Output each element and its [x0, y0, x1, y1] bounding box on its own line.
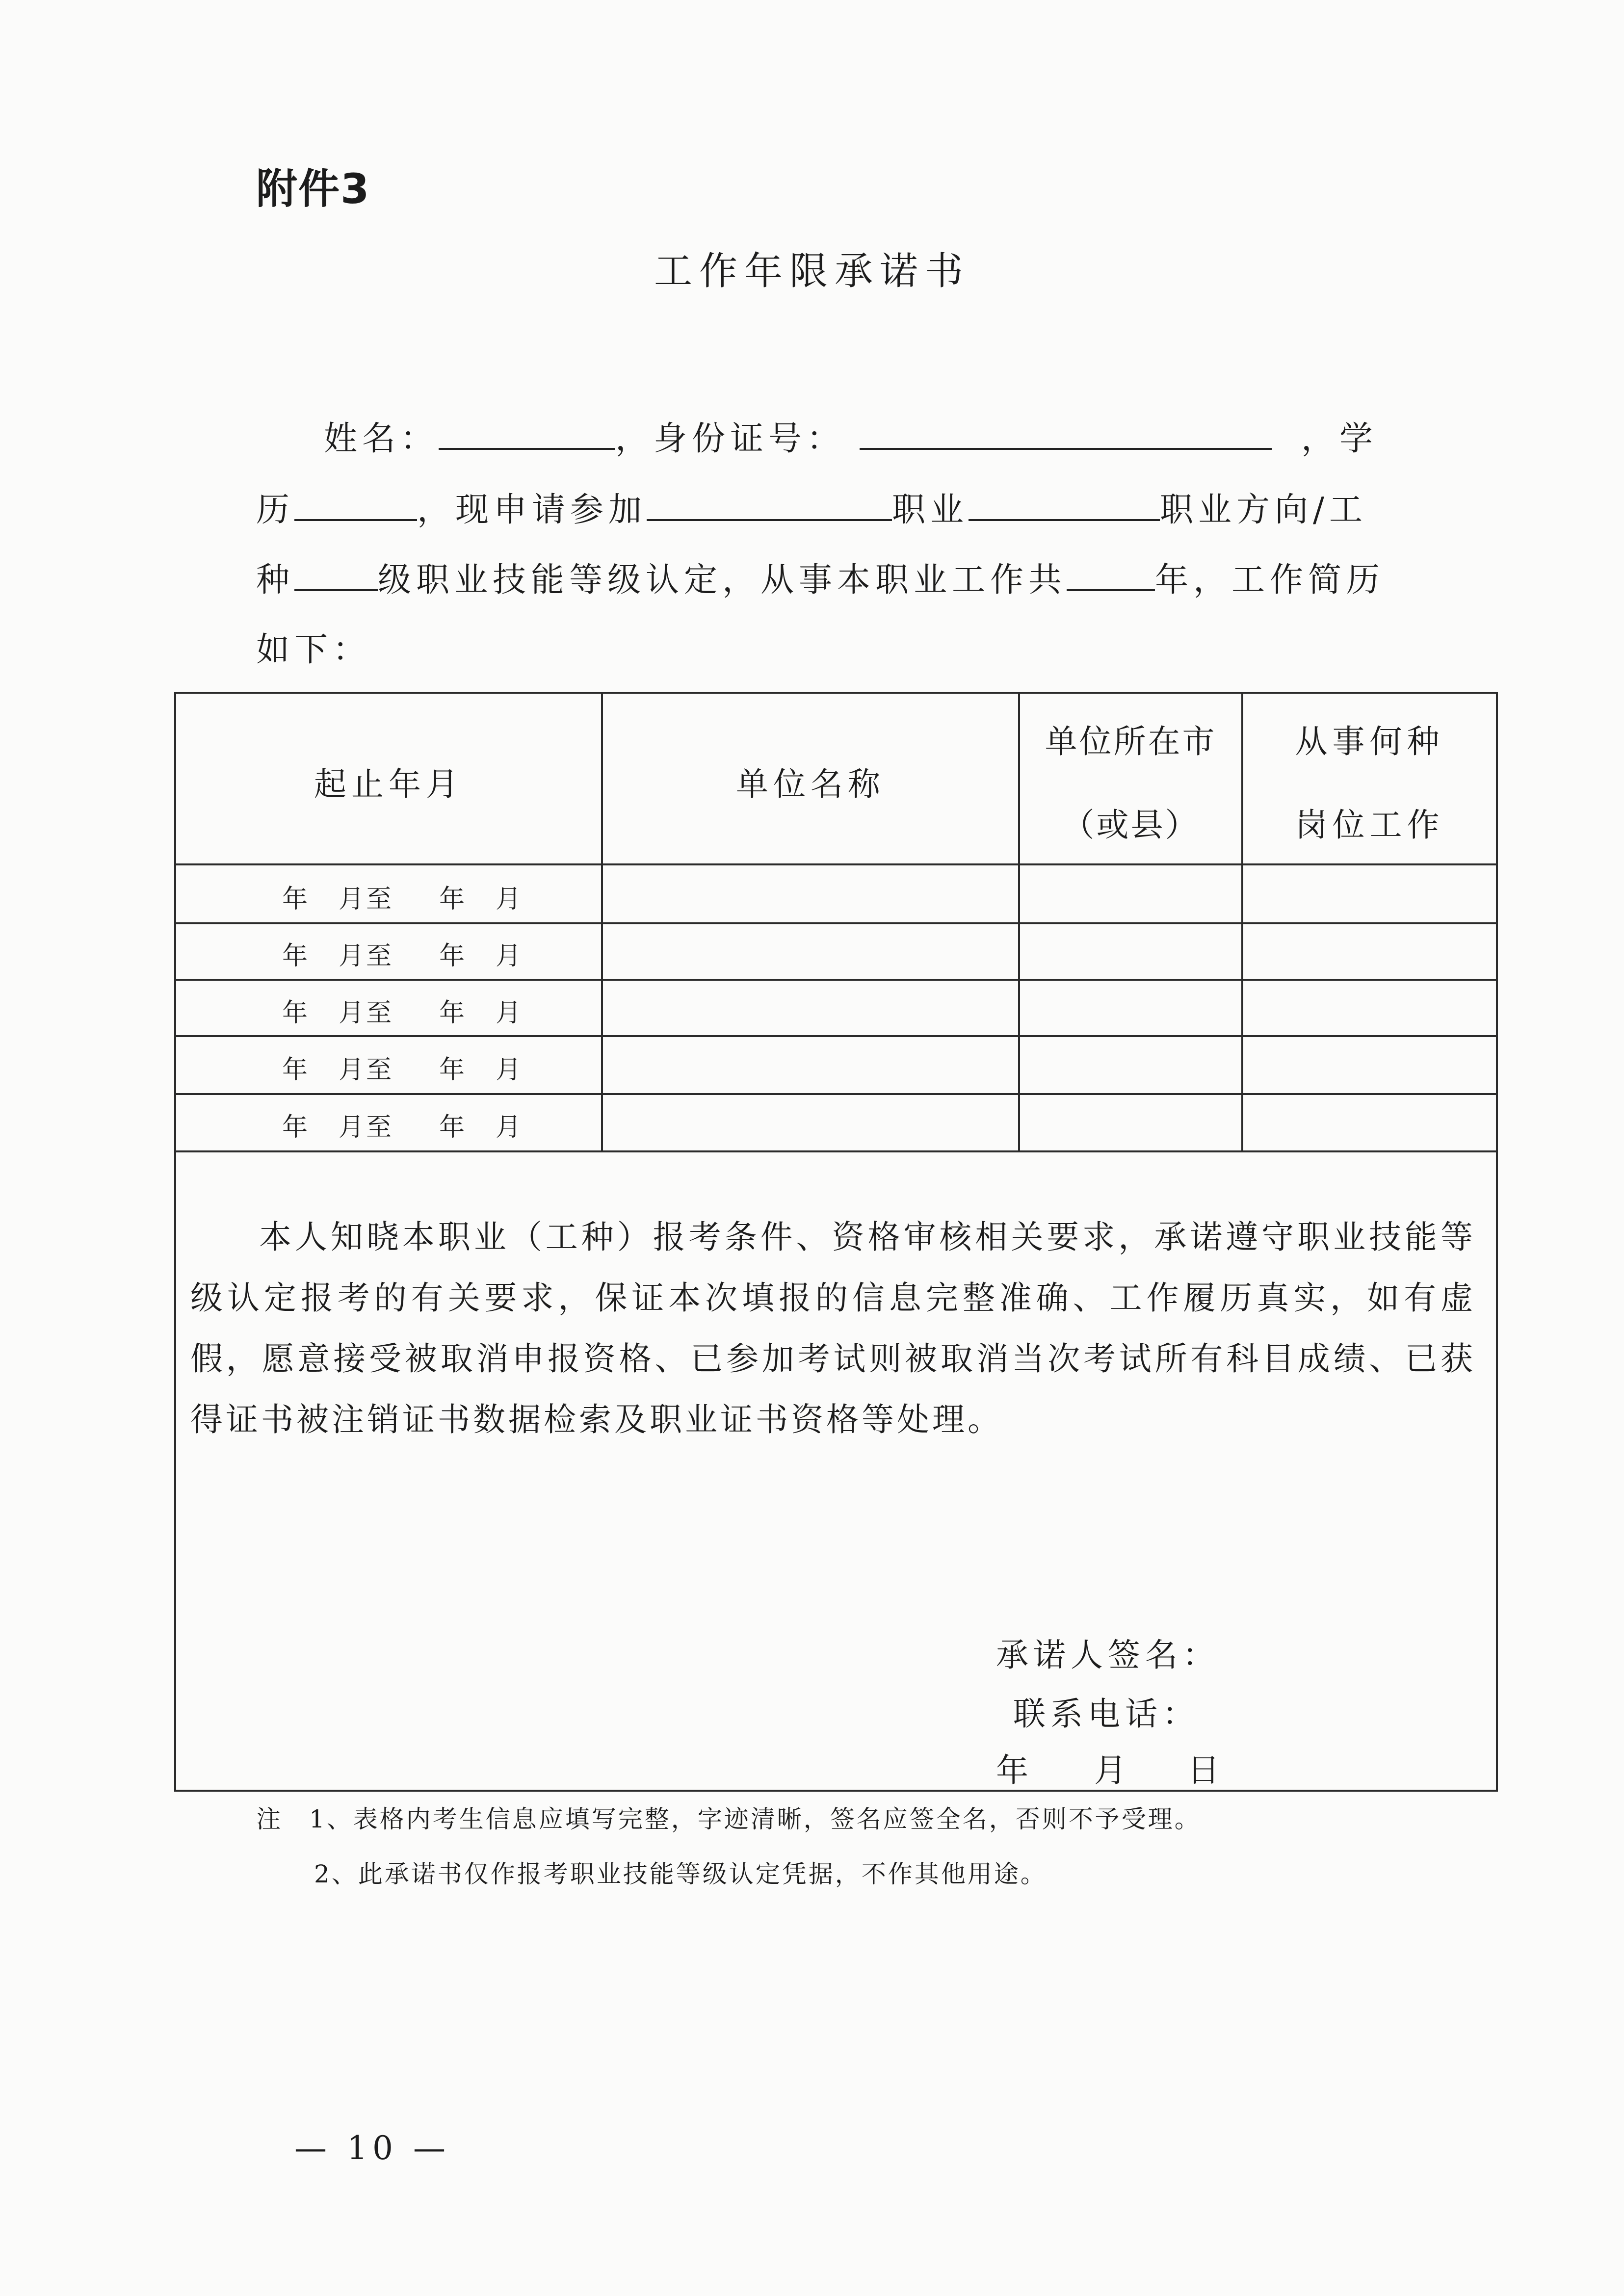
- direction-label: 职业方向/工: [1160, 491, 1367, 529]
- note-2: 2、此承诺书仅作报考职业技能等级认定凭据，不作其他用途。: [314, 1860, 1047, 1888]
- start-year-label: 年: [282, 1113, 310, 1142]
- end-year-label: 年: [439, 885, 467, 914]
- end-year-label: 年: [439, 1055, 467, 1085]
- header-unit-name: 单位名称: [736, 765, 885, 803]
- years-label: 年，工作简历: [1155, 561, 1385, 600]
- header-city-line1: 单位所在市: [1045, 723, 1217, 760]
- apply-label: ，现申请参加: [417, 491, 647, 529]
- date-day-label: 日: [1187, 1751, 1225, 1789]
- line1-end: ，学: [1301, 419, 1378, 458]
- start-month-label: 月至: [339, 1055, 394, 1085]
- document-title: 工作年限承诺书: [654, 249, 970, 293]
- attachment-label: 附件3: [256, 165, 370, 213]
- name-label: 姓名：: [324, 419, 439, 458]
- intro-line-4: 如下：: [256, 630, 371, 669]
- end-year-label: 年: [439, 1113, 467, 1142]
- end-year-label: 年: [439, 998, 467, 1028]
- trade-label: 种: [256, 561, 295, 600]
- signer-label: 承诺人签名：: [996, 1636, 1220, 1674]
- start-month-label: 月至: [339, 998, 394, 1028]
- page-number: — 10 —: [294, 2129, 450, 2167]
- pledge-statement: 本人知晓本职业（工种）报考条件、资格审核相关要求，承诺遵守职业技能等级认定报考的有关要求，保证本次填报的信息完整准确、工作履历真实，如有虚假，愿意接受被取消申报资格、已参加考试则被取消当次考试所有科目成绩、已获得证书被注销证书数据检索及职业证书资格等处理。: [190, 1218, 1476, 1438]
- date-month-label: 月: [1094, 1751, 1131, 1789]
- start-year-label: 年: [282, 1055, 310, 1085]
- id-label: 身份证号：: [654, 419, 845, 458]
- phone-label: 联系电话：: [1013, 1695, 1200, 1733]
- start-year-label: 年: [282, 998, 310, 1028]
- intro-line-3: [256, 553, 1385, 601]
- header-city-line2: （或县）: [1062, 806, 1200, 844]
- end-year-label: 年: [439, 941, 467, 971]
- end-month-label: 月: [496, 885, 524, 914]
- start-month-label: 月至: [339, 1113, 394, 1142]
- id-number-blank[interactable]: [860, 416, 1272, 450]
- date-year-label: 年: [996, 1751, 1033, 1789]
- name-blank[interactable]: [439, 416, 615, 450]
- start-year-label: 年: [282, 885, 310, 914]
- comma: ，: [615, 419, 654, 458]
- level-label: 级职业技能等级认定，从事本职业工作共: [378, 561, 1067, 600]
- education-blank[interactable]: [294, 487, 417, 521]
- header-job-line2: 岗位工作: [1295, 806, 1444, 844]
- end-month-label: 月: [496, 1113, 524, 1142]
- header-job-line1: 从事何种: [1295, 723, 1444, 760]
- edu-label: 历: [256, 491, 295, 529]
- direction-blank[interactable]: [969, 487, 1160, 521]
- header-period: 起止年月: [314, 765, 463, 803]
- end-month-label: 月: [496, 998, 524, 1028]
- start-month-label: 月至: [339, 941, 394, 971]
- occupation-label: 职业: [892, 491, 969, 529]
- end-month-label: 月: [496, 941, 524, 971]
- level-blank[interactable]: [294, 557, 378, 591]
- intro-line-2: [256, 483, 1367, 531]
- occupation-blank[interactable]: [647, 487, 892, 521]
- years-blank[interactable]: [1067, 557, 1155, 591]
- start-month-label: 月至: [339, 885, 394, 914]
- start-year-label: 年: [282, 941, 310, 971]
- intro-line-1: [324, 412, 1378, 460]
- end-month-label: 月: [496, 1055, 524, 1085]
- note-1: 注 1、表格内考生信息应填写完整，字迹清晰，签名应签全名，否则不予受理。: [256, 1805, 1201, 1833]
